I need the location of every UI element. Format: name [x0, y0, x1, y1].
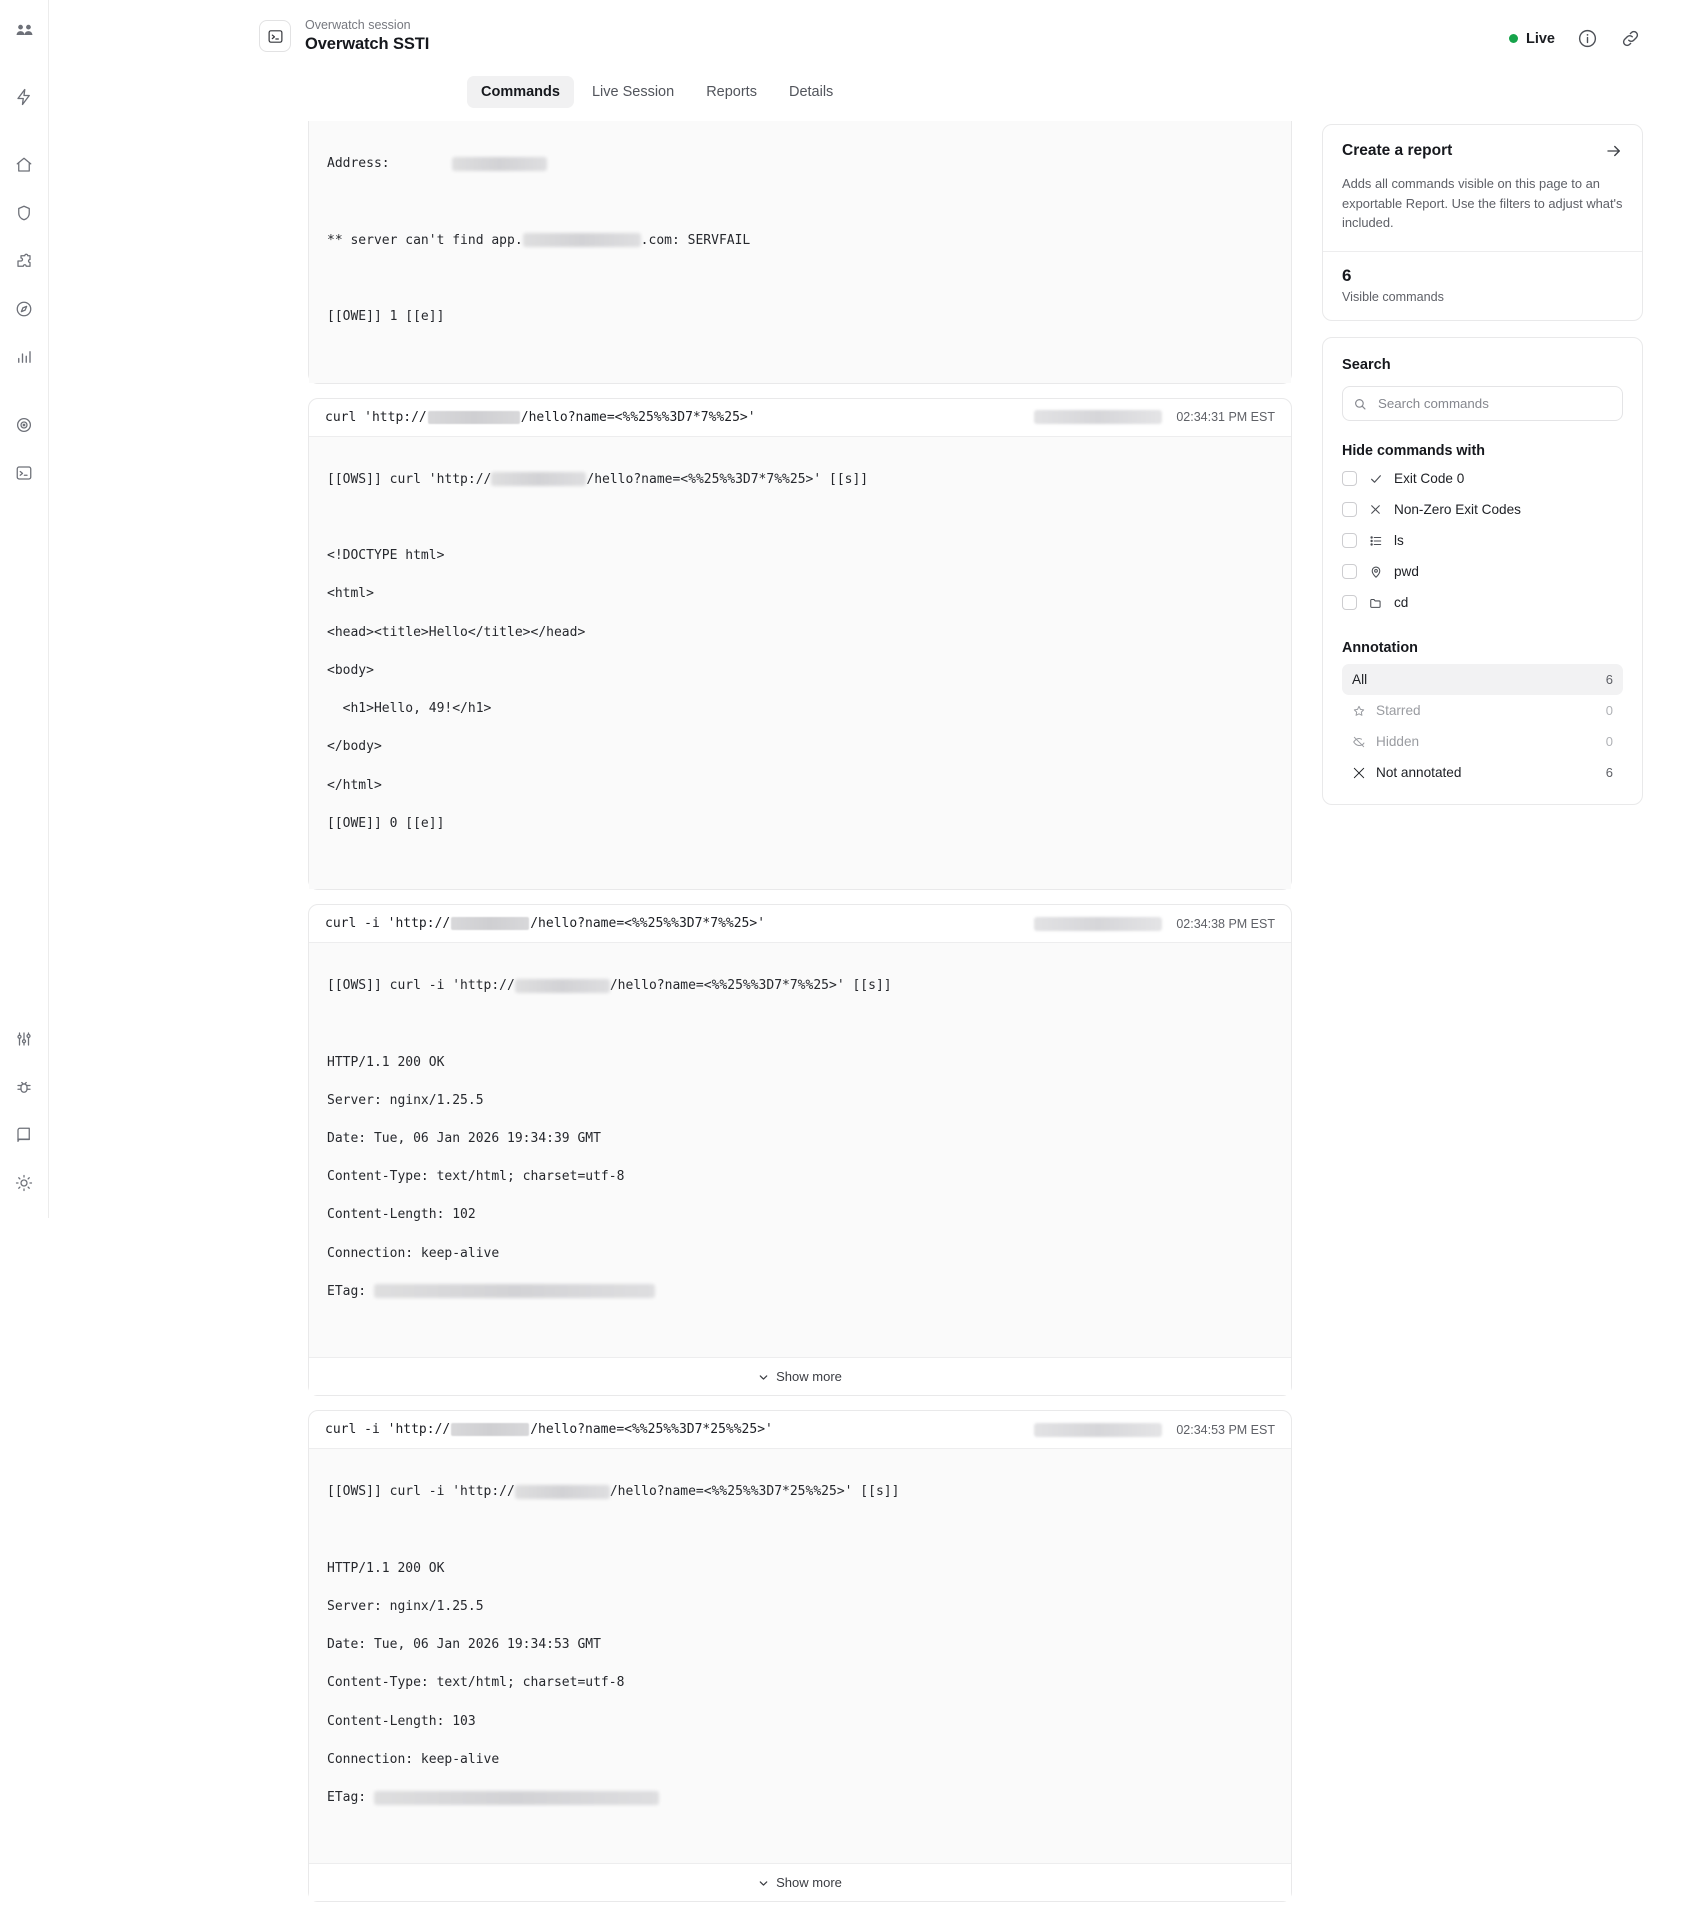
- output-line: [[OWS]] curl -i 'http:// /hello?name=<%%25%%3D7*7%%25>' [[s]]: [327, 978, 892, 994]
- output-line: [327, 1014, 1273, 1033]
- book-icon[interactable]: [7, 1118, 41, 1152]
- sidebar-panel: [1322, 124, 1643, 1916]
- puzzle-icon[interactable]: [7, 244, 41, 278]
- command-meta: [1034, 917, 1275, 931]
- eye-off-icon: [1352, 735, 1366, 749]
- command-title: [325, 1422, 773, 1437]
- command-title-prefix: curl 'http://: [325, 409, 427, 425]
- command-card: [308, 398, 1292, 890]
- command-user-redacted: [1034, 410, 1162, 424]
- command-timestamp: 02:34:53 PM EST: [1176, 1422, 1275, 1437]
- output-line: [327, 193, 1273, 212]
- commands-list: [308, 124, 1292, 1916]
- filter-non-zero-exit-codes[interactable]: [1342, 494, 1623, 525]
- visible-commands-count: 6: [1342, 266, 1352, 286]
- output-line: Connection: keep-alive: [327, 1751, 500, 1767]
- filter-label: Exit Code 0: [1394, 471, 1465, 487]
- command-user-redacted: [1034, 1423, 1162, 1437]
- output-line: Server: nginx/1.25.5: [327, 1092, 484, 1108]
- command-output: [309, 437, 1291, 889]
- command-card-partial: [308, 121, 1292, 383]
- output-line: [[OWS]] curl -i 'http:// /hello?name=<%%25%%3D7*25%%25>' [[s]]: [327, 1484, 900, 1500]
- create-report-description: Adds all commands visible on this page to an exportable Report. Use the filters to adjust what's included.: [1342, 176, 1623, 231]
- command-header[interactable]: [309, 1411, 1291, 1449]
- output-line: Date: Tue, 06 Jan 2026 19:34:39 GMT: [327, 1131, 601, 1147]
- command-title-prefix: curl -i 'http://: [325, 916, 451, 932]
- output-line: <body>: [327, 662, 374, 678]
- command-card: [308, 1410, 1292, 1902]
- command-output: [309, 1449, 1291, 1863]
- checkbox[interactable]: [1342, 533, 1357, 548]
- command-card: [308, 904, 1292, 1396]
- session-identity: [305, 18, 429, 54]
- command-output: [309, 943, 1291, 1357]
- session-kicker: Overwatch session: [305, 18, 411, 32]
- annotation-label: Starred: [1376, 703, 1421, 719]
- checkbox[interactable]: [1342, 471, 1357, 486]
- shield-icon[interactable]: [7, 196, 41, 230]
- terminal-icon[interactable]: [7, 456, 41, 490]
- output-line: </body>: [327, 739, 382, 755]
- output-line: <!DOCTYPE html>: [327, 548, 445, 564]
- chevron-down-icon: [758, 1877, 769, 1888]
- page-header: [49, 0, 1683, 108]
- output-line: </html>: [327, 777, 382, 793]
- tab-details[interactable]: Details: [788, 84, 834, 101]
- command-meta: [1034, 1423, 1275, 1437]
- output-line: ETag:: [327, 1788, 1273, 1807]
- command-timestamp: 02:34:38 PM EST: [1176, 916, 1275, 931]
- output-line: Content-Type: text/html; charset=utf-8: [327, 1675, 625, 1691]
- command-meta: [1034, 410, 1275, 424]
- show-more-label: Show more: [776, 1875, 842, 1891]
- show-more-label: Show more: [776, 1369, 842, 1385]
- annotation-label: Not annotated: [1376, 765, 1462, 781]
- filters-panel: [1322, 337, 1643, 805]
- output-line: Connection: keep-alive: [327, 1245, 500, 1261]
- output-line: Date: Tue, 06 Jan 2026 19:34:53 GMT: [327, 1637, 601, 1653]
- left-icon-rail: [0, 0, 49, 1218]
- command-title-suffix: /hello?name=<%%25%%3D7*7%%25>': [530, 916, 766, 932]
- show-more-button[interactable]: [309, 1863, 1291, 1901]
- command-title: [325, 410, 756, 425]
- main-column: [49, 0, 1683, 1891]
- bug-icon[interactable]: [7, 1070, 41, 1104]
- pin-icon: [1368, 565, 1383, 579]
- page-title: Overwatch SSTI: [305, 35, 430, 54]
- output-line: [[OWS]] curl 'http:// /hello?name=<%%25%%3D7*7%%25>' [[s]]: [327, 471, 869, 487]
- filter-cd[interactable]: [1342, 587, 1623, 618]
- filter-pwd[interactable]: [1342, 556, 1623, 587]
- tab-live-session[interactable]: Live Session: [591, 84, 675, 101]
- annotation-label: All: [1352, 672, 1368, 688]
- target-icon[interactable]: [7, 408, 41, 442]
- annotation-filter-not-annotated[interactable]: [1342, 757, 1623, 788]
- output-line: <h1>Hello, 49!</h1>: [327, 701, 492, 717]
- output-line: HTTP/1.1 200 OK: [327, 1560, 445, 1576]
- output-line: ** server can't find app. .com: SERVFAIL: [327, 232, 751, 248]
- rail-bottom-group: [7, 1022, 41, 1218]
- compass-icon[interactable]: [7, 292, 41, 326]
- info-icon[interactable]: [1577, 28, 1598, 49]
- output-line: <head><title>Hello</title></head>: [327, 624, 586, 640]
- hide-commands-title: Hide commands with: [1342, 443, 1485, 460]
- arrow-right-icon[interactable]: [1605, 142, 1623, 165]
- annotation-filter-all[interactable]: [1342, 664, 1623, 695]
- sliders-icon[interactable]: [7, 1022, 41, 1056]
- create-report-panel: [1322, 124, 1643, 321]
- tab-bar: [259, 54, 1643, 108]
- filter-exit-code-0[interactable]: [1342, 463, 1623, 494]
- search-icon: [1353, 397, 1367, 411]
- sun-icon[interactable]: [7, 1166, 41, 1200]
- link-icon[interactable]: [1620, 28, 1641, 49]
- annotation-count: 0: [1605, 703, 1613, 719]
- output-line: Address:: [327, 154, 1273, 173]
- command-header[interactable]: [309, 905, 1291, 943]
- filter-ls[interactable]: [1342, 525, 1623, 556]
- tab-commands[interactable]: Commands: [467, 76, 574, 108]
- annotation-label: Hidden: [1376, 734, 1420, 750]
- output-line: [327, 1521, 1273, 1540]
- live-status-dot: [1509, 34, 1518, 43]
- output-line: Content-Type: text/html; charset=utf-8: [327, 1169, 625, 1185]
- home-icon[interactable]: [7, 148, 41, 182]
- annotation-title: Annotation: [1342, 640, 1418, 657]
- checkbox[interactable]: [1342, 595, 1357, 610]
- output-line: Content-Length: 103: [327, 1713, 476, 1729]
- check-icon: [1368, 472, 1383, 486]
- command-timestamp: 02:34:31 PM EST: [1176, 410, 1275, 425]
- create-report-title: Create a report: [1342, 142, 1453, 160]
- output-line: Content-Length: 102: [327, 1207, 476, 1223]
- checkbox[interactable]: [1342, 502, 1357, 517]
- output-line: [[OWE]] 1 [[e]]: [327, 309, 445, 325]
- command-user-redacted: [1034, 917, 1162, 931]
- output-line: [327, 269, 1273, 288]
- search-input[interactable]: [1376, 395, 1612, 412]
- annotation-filter-starred[interactable]: [1342, 695, 1623, 726]
- session-terminal-icon: [259, 20, 291, 52]
- filter-label: pwd: [1394, 564, 1419, 580]
- page-body: [49, 108, 1683, 1916]
- filter-label: ls: [1394, 533, 1404, 549]
- checkbox[interactable]: [1342, 564, 1357, 579]
- x-icon: [1368, 503, 1383, 516]
- filter-label: Non-Zero Exit Codes: [1394, 502, 1521, 518]
- activity-icon[interactable]: [7, 80, 41, 114]
- search-input-wrapper[interactable]: [1342, 386, 1623, 421]
- list-icon: [1368, 534, 1383, 548]
- workspace-icon[interactable]: [7, 12, 41, 46]
- annotation-count: 0: [1605, 734, 1613, 750]
- show-more-button[interactable]: [309, 1357, 1291, 1395]
- tab-reports[interactable]: Reports: [706, 84, 757, 101]
- command-output: [309, 121, 1291, 382]
- command-title-suffix: /hello?name=<%%25%%3D7*25%%25>': [530, 1422, 773, 1438]
- chevron-down-icon: [758, 1371, 769, 1382]
- output-line: Server: nginx/1.25.5: [327, 1599, 484, 1615]
- live-label: Live: [1525, 30, 1555, 47]
- command-header[interactable]: [309, 399, 1291, 437]
- command-title: [325, 916, 765, 931]
- output-line: ETag:: [327, 1282, 1273, 1301]
- folder-icon: [1368, 596, 1383, 610]
- output-line: <html>: [327, 586, 374, 602]
- command-title-prefix: curl -i 'http://: [325, 1422, 451, 1438]
- header-actions: [1509, 28, 1641, 49]
- slash-icon: [1352, 766, 1366, 780]
- output-line: [327, 508, 1273, 527]
- star-icon: [1352, 704, 1366, 718]
- filter-label: cd: [1394, 595, 1409, 611]
- output-line: [[OWE]] 0 [[e]]: [327, 815, 445, 831]
- output-line: HTTP/1.1 200 OK: [327, 1054, 445, 1070]
- chart-icon[interactable]: [7, 340, 41, 374]
- annotation-count: 6: [1605, 765, 1613, 781]
- annotation-filter-hidden[interactable]: [1342, 726, 1623, 757]
- command-title-suffix: /hello?name=<%%25%%3D7*7%%25>': [520, 409, 756, 425]
- visible-commands-label: Visible commands: [1342, 290, 1444, 305]
- status-badge: [1509, 31, 1555, 47]
- annotation-count: 6: [1605, 672, 1613, 688]
- search-section-label: Search: [1342, 357, 1391, 374]
